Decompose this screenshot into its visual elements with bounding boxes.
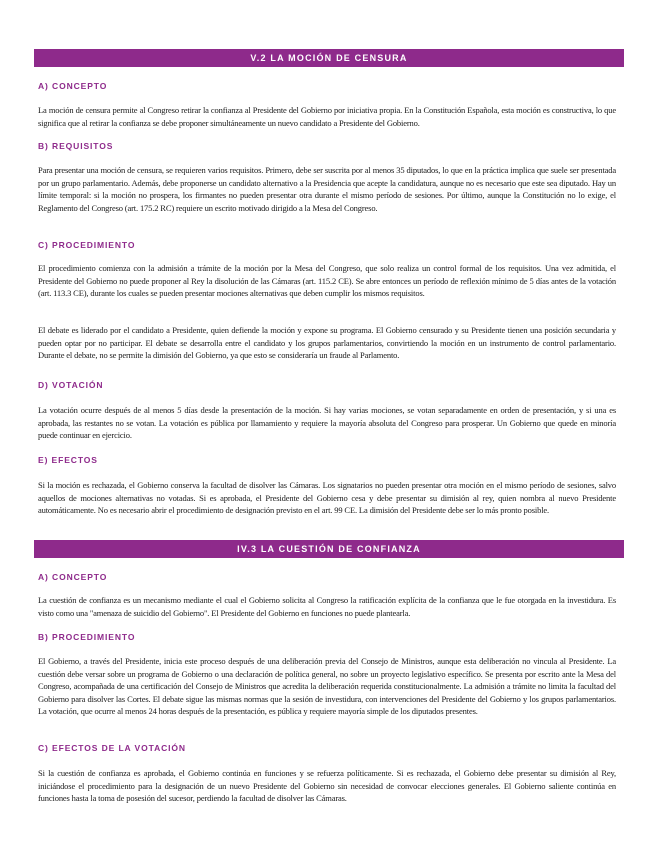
- subheading-efectos-votacion: C) EFECTOS DE LA VOTACIÓN: [38, 743, 186, 753]
- subheading-procedimiento-confianza: B) PROCEDIMIENTO: [38, 632, 136, 642]
- paragraph-procedimiento-2: El debate es liderado por el candidato a Presidente, quien defiende la moción y expone su programa. El Gobierno censurado y su Presidente tienen una posición secundaria y pueden optar por no participar. El debate se desarrolla entre el candidato y los grupos parlamentarios, convirtiendo la moción en un instrumento de control parlamentario. Durante el debate, no se permite la dimisión del Gobierno, ya que esto se consideraría un fraude al Parlamento.: [38, 325, 616, 360]
- paragraph-procedimiento-confianza: El Gobierno, a través del Presidente, inicia este proceso después de una deliberación previa del Consejo de Ministros, aunque esta deliberación no vincula al Presidente. La cuestión debe versar sobre un programa de Gobierno o una declaración de política general, no sobre un proyecto legislativo específico. Se presenta por escrito ante la Mesa del Congreso, acompañada de una certificación del Consejo de Ministros que acredita la deliberación requerida constitucionalmente. La admisión a trámite no limita la facultad del Gobierno para disolver las Cortes. El debate sigue las mismas normas que la sesión de investidura, con intervenciones del Presidente del Gobierno y los grupos parlamentarios. La votación, que ocurre al menos 24 horas después de la presentación, es pública y requiere mayoría simple de los diputados presentes.: [38, 656, 616, 716]
- paragraph-concepto-confianza: La cuestión de confianza es un mecanismo mediante el cual el Gobierno solicita al Congreso la ratificación explícita de la confianza que le fue otorgada en la investidura. Es visto como una "amenaza de suicidio del Gobierno". El Presidente del Gobierno en funciones no puede plantearla.: [38, 595, 616, 618]
- section-banner-cuestion-confianza: IV.3 LA CUESTIÓN DE CONFIANZA: [34, 540, 624, 558]
- paragraph-efectos: Si la moción es rechazada, el Gobierno conserva la facultad de disolver las Cámaras. Los signatarios no pueden presentar otra moción en el mismo período de sesiones, salvo aquellos de mociones alternativas no votadas. Si es aprobada, el Presidente del Gobierno cesa y debe presentar su dimisión al rey, quien nombra al nuevo Presidente automáticamente. No es necesario abrir el procedimiento de designación previsto en el art. 99 CE. La dimisión del Presidente debe ser lo más pronto posible.: [38, 480, 616, 515]
- subheading-concepto-confianza: A) CONCEPTO: [38, 572, 108, 582]
- paragraph-votacion: La votación ocurre después de al menos 5 días desde la presentación de la moción. Si hay varias mociones, se votan separadamente en orden de presentación, y si una es aprobada, las restantes no se votan. La votación es pública por llamamiento y requiere la mayoría absoluta del Congreso para prosperar. Un Gobierno que quede en minoría puede continuar en ejercicio.: [38, 405, 616, 440]
- paragraph-concepto: La moción de censura permite al Congreso retirar la confianza al Presidente del Gobierno por iniciativa propia. En la Constitución Española, esta moción es constructiva, lo que significa que al retirar la confianza se debe proponer simultáneamente un nuevo candidato a Presidente del Gobierno.: [38, 105, 616, 128]
- paragraph-efectos-votacion: Si la cuestión de confianza es aprobada, el Gobierno continúa en funciones y se refuerza políticamente. Si es rechazada, el Gobierno debe presentar su dimisión al Rey, iniciándose el procedimiento para la designación de un nuevo Presidente del Gobierno sin necesidad de convocar elecciones generales. El Gobierno saliente continúa en funciones hasta la toma de posesión del sucesor, perdiendo la facultad de disolver las Cámaras.: [38, 768, 616, 803]
- subheading-votacion: D) VOTACIÓN: [38, 380, 104, 390]
- subheading-efectos: E) EFECTOS: [38, 455, 98, 465]
- paragraph-procedimiento-1: El procedimiento comienza con la admisión a trámite de la moción por la Mesa del Congreso, que solo realiza un control formal de los requisitos. Una vez admitida, el Presidente del Gobierno no puede proponer al Rey la disolución de las Cámaras (art. 115.2 CE). Se abre entonces un período de reflexión mínimo de 5 días antes de la votación (art. 113.3 CE), durante los cuales se pueden presentar mociones alternativas que deben cumplir los mismos requisitos.: [38, 263, 616, 298]
- subheading-procedimiento: C) PROCEDIMIENTO: [38, 240, 136, 250]
- section-banner-mocion-censura: V.2 LA MOCIÓN DE CENSURA: [34, 49, 624, 67]
- subheading-concepto: A) CONCEPTO: [38, 81, 108, 91]
- subheading-requisitos: B) REQUISITOS: [38, 141, 114, 151]
- paragraph-requisitos: Para presentar una moción de censura, se requieren varios requisitos. Primero, debe ser suscrita por al menos 35 diputados, lo que en la práctica implica que suele ser presentada por un grupo parlamentario. Además, debe proponerse un candidato alternativo a la Presidencia que acepte la candidatura, aunque no es necesario que este sea diputado. Hay un límite temporal: si la moción no prospera, los firmantes no pueden presentar otra durante el mismo período de sesiones. Por último, aunque la Constitución no lo exige, el Reglamento del Congreso (art. 175.2 RC) requiere un escrito motivado dirigido a la Mesa del Congreso.: [38, 165, 616, 213]
